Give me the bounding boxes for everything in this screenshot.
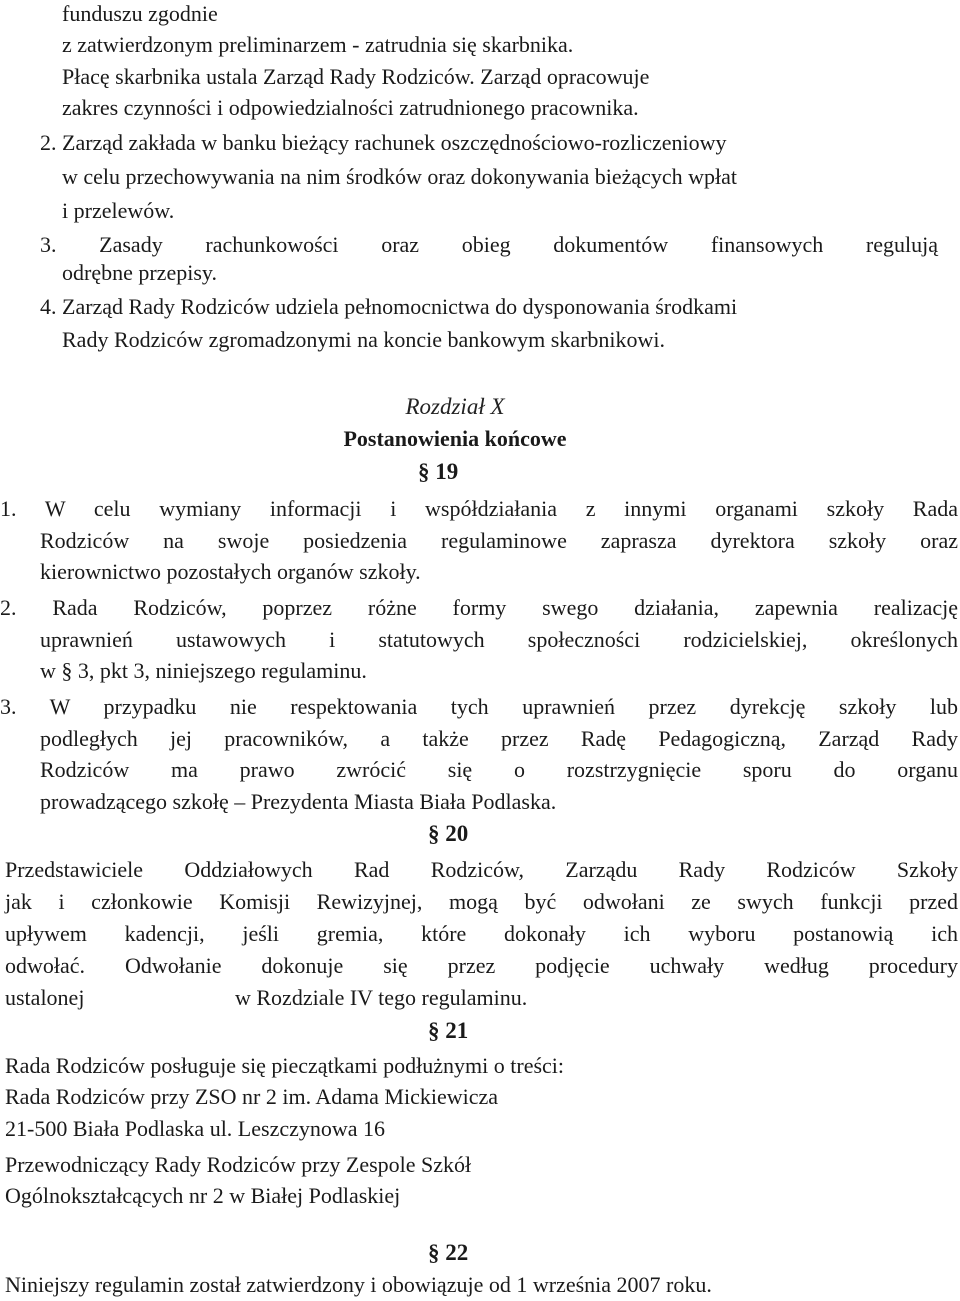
section-19-p2-line: uprawnień ustawowych i statutowych społeczności rodzicielskiej, określonych [40,627,958,652]
text-line: z zatwierdzonym preliminarzem - zatrudnia się skarbnika. [62,32,574,57]
section-19-p2-line: 2. Rada Rodziców, poprzez różne formy swego działania, zapewnia realizację [0,595,958,620]
paragraph-4-line: 4. Zarząd Rady Rodziców udziela pełnomocnictwa do dysponowania środkami [40,294,738,319]
section-19-p1-line: Rodziców na swoje posiedzenia regulaminowe zaprasza dyrektora szkoły oraz [40,528,958,553]
section-22-heading: § 22 [428,1240,469,1265]
section-19-heading: § 19 [418,459,459,484]
section-20-line: w Rozdziale IV tego regulaminu. [235,985,528,1010]
paragraph-2-line: 2. Zarząd zakłada w banku bieżący rachunek oszczędnościowo-rozliczeniowy [40,130,727,155]
section-22-line: Niniejszy regulamin został zatwierdzony i obowiązuje od 1 września 2007 roku. [5,1272,712,1297]
section-20-heading: § 20 [428,821,469,846]
section-20-line: Przedstawiciele Oddziałowych Rad Rodziców, Zarządu Rady Rodziców Szkoły [5,857,958,882]
paragraph-4-line: Rady Rodziców zgromadzonymi na koncie bankowym skarbnikowi. [62,327,666,352]
text-line: funduszu zgodnie [62,1,218,26]
text-line: Płacę skarbnika ustala Zarząd Rady Rodziców. Zarząd opracowuje [62,64,650,89]
section-19-p3-line: podległych jej pracowników, a także przez Radę Pedagogiczną, Zarząd Rady [40,726,958,751]
section-20-line: upływem kadencji, jeśli gremia, które dokonały ich wyboru postanowią ich [5,921,958,946]
section-21-heading: § 21 [428,1018,469,1043]
section-19-p3-line: Rodziców ma prawo zwrócić się o rozstrzygnięcie sporu do organu [40,757,958,782]
chapter-title: Rozdział X [405,394,505,419]
section-19-p3-line: prowadzącego szkołę – Prezydenta Miasta Biała Podlaska. [40,789,557,814]
stamp-text-line: 21-500 Biała Podlaska ul. Leszczynowa 16 [5,1116,386,1141]
paragraph-2-line: w celu przechowywania na nim środków oraz dokonywania bieżących wpłat [62,164,738,189]
stamp-text-line: Ogólnokształcących nr 2 w Białej Podlaskiej [5,1183,401,1208]
chapter-subtitle: Postanowienia końcowe [343,426,567,451]
section-20-line: odwołać. Odwołanie dokonuje się przez podjęcie uchwały według procedury [5,953,958,978]
section-19-p2-line: w § 3, pkt 3, niniejszego regulaminu. [40,658,367,683]
stamp-text-line: Przewodniczący Rady Rodziców przy Zespole Szkół [5,1152,472,1177]
section-19-p1-line: kierownictwo pozostałych organów szkoły. [40,559,421,584]
section-21-line: Rada Rodziców posługuje się pieczątkami podłużnymi o treści: [5,1053,565,1078]
paragraph-3-line: odrębne przepisy. [62,260,217,285]
section-20-line: ustalonej [5,985,85,1010]
section-19-p3-line: 3. W przypadku nie respektowania tych uprawnień przez dyrekcję szkoły lub [0,694,958,719]
text-line: zakres czynności i odpowiedzialności zatrudnionego pracownika. [62,95,639,120]
paragraph-2-line: i przelewów. [62,198,175,223]
section-20-line: jak i członkowie Komisji Rewizyjnej, mogą być odwołani ze swych funkcji przed [5,889,958,914]
stamp-text-line: Rada Rodziców przy ZSO nr 2 im. Adama Mickiewicza [5,1084,499,1109]
paragraph-3-line: 3. Zasady rachunkowości oraz obieg dokumentów finansowych regulują [40,232,938,257]
section-19-p1-line: 1. W celu wymiany informacji i współdziałania z innymi organami szkoły Rada [0,496,958,521]
